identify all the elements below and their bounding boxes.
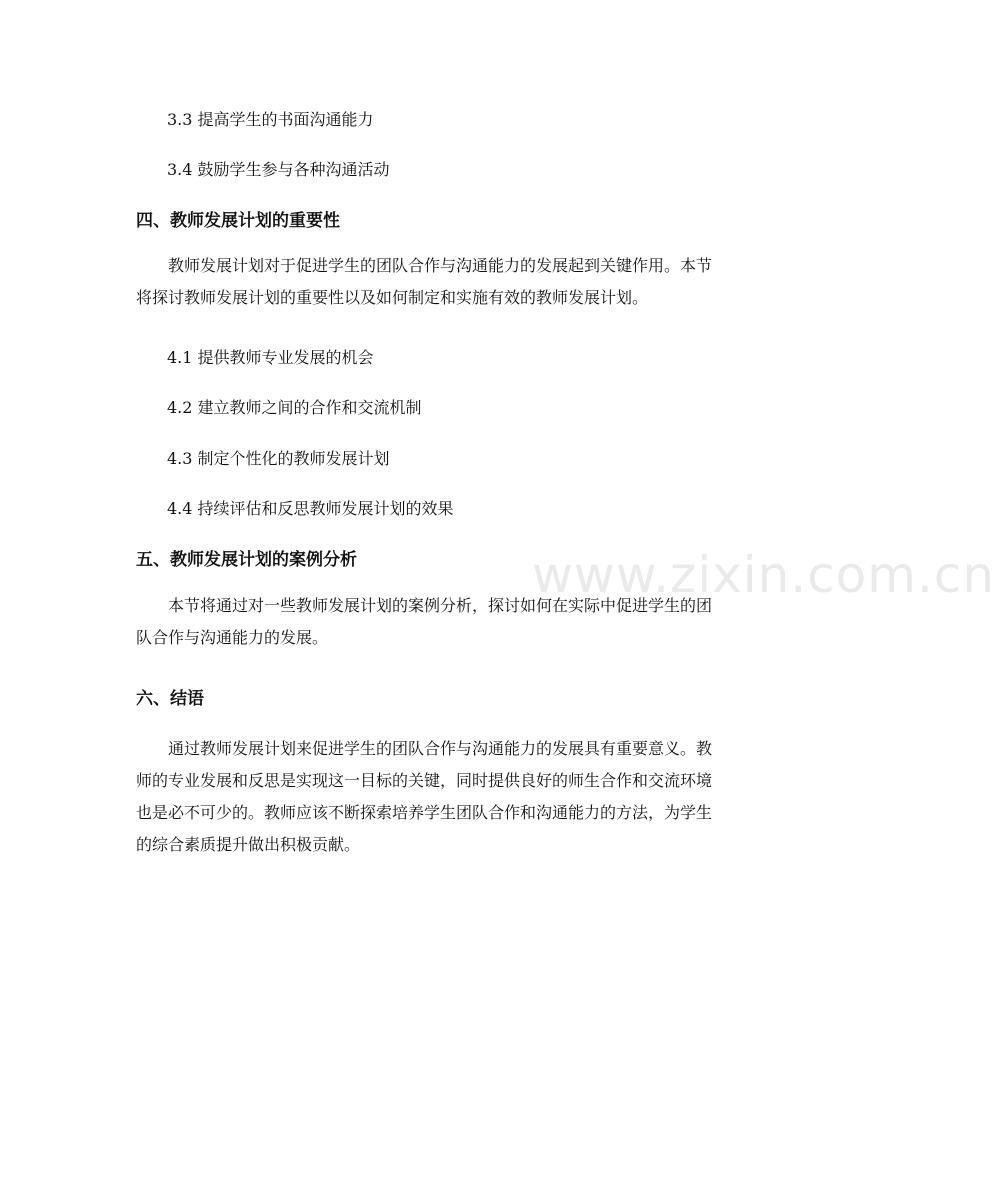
list-item-3-3: 3.3 提高学生的书面沟通能力 (167, 110, 374, 129)
watermark: www.zixin.com.cn (532, 546, 995, 604)
paragraph-line: 也是必不可少的。教师应该不断探索培养学生团队合作和沟通能力的方法，为学生 (136, 803, 713, 822)
paragraph-line: 通过教师发展计划来促进学生的团队合作与沟通能力的发展具有重要意义。教 (168, 739, 713, 758)
paragraph-line: 本节将通过对一些教师发展计划的案例分析，探讨如何在实际中促进学生的团 (168, 596, 713, 615)
section-heading-4: 四、教师发展计划的重要性 (136, 211, 340, 231)
paragraph-line: 师的专业发展和反思是实现这一目标的关键，同时提供良好的师生合作和交流环境 (136, 771, 713, 790)
list-item-4-2: 4.2 建立教师之间的合作和交流机制 (167, 398, 422, 417)
paragraph-line: 队合作与沟通能力的发展。 (136, 628, 329, 647)
list-item-4-3: 4.3 制定个性化的教师发展计划 (167, 449, 390, 468)
list-item-4-4: 4.4 持续评估和反思教师发展计划的效果 (167, 499, 454, 518)
section-6-paragraph (136, 733, 786, 861)
paragraph-line: 的综合素质提升做出积极贡献。 (136, 835, 361, 854)
list-item-3-4: 3.4 鼓励学生参与各种沟通活动 (167, 160, 390, 179)
section-5-paragraph (136, 590, 786, 654)
list-item-4-1: 4.1 提供教师专业发展的机会 (167, 348, 374, 367)
section-heading-6: 六、结语 (136, 689, 204, 709)
paragraph-line: 将探讨教师发展计划的重要性以及如何制定和实施有效的教师发展计划。 (136, 288, 649, 307)
section-heading-5: 五、教师发展计划的案例分析 (136, 550, 357, 570)
section-4-paragraph (136, 250, 786, 314)
paragraph-line: 教师发展计划对于促进学生的团队合作与沟通能力的发展起到关键作用。本节 (168, 256, 713, 275)
